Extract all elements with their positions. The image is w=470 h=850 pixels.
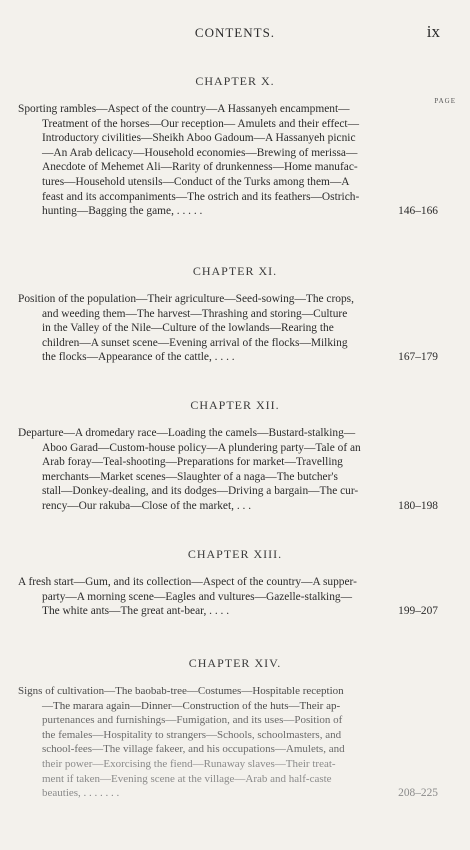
- summary-line-text: The white ants—The great ant-bear, . . . .: [42, 605, 230, 618]
- summary-line: Anecdote of Mehemet Ali—Rarity of drunkenness—Home manufac-: [42, 161, 358, 174]
- chapter-entry-xi: [0, 262, 470, 365]
- page-number: ix: [426, 22, 440, 41]
- chapter-heading: CHAPTER X.: [195, 74, 275, 88]
- summary-line-last: [0, 604, 470, 619]
- summary-line: purtenances and furnishings—Fumigation, and its uses—Position of: [42, 714, 343, 727]
- summary-line: party—A morning scene—Eagles and vultures—Gazelle-stalking—: [42, 590, 352, 603]
- summary-line: A fresh start—Gum, and its collection—Aspect of the country—A supper-: [18, 576, 357, 588]
- running-head: [0, 22, 470, 44]
- chapter-summary: [0, 575, 470, 619]
- summary-line: tures—Household utensils—Conduct of the Turks among them—A: [42, 175, 350, 188]
- page-range: 180–198: [398, 499, 438, 512]
- summary-line: Introductory civilities—Sheikh Aboo Gadoum—A Hassanyeh picnic: [42, 132, 356, 145]
- summary-line-text: the flocks—Appearance of the cattle, . . . .: [42, 351, 235, 364]
- summary-line: and weeding them—The harvest—Thrashing and storing—Culture: [42, 307, 348, 320]
- chapter-heading: CHAPTER XIV.: [188, 656, 282, 670]
- chapter-heading: CHAPTER XIII.: [187, 547, 283, 561]
- summary-line-text: beauties, . . . . . . .: [42, 787, 120, 800]
- page-range: 208–225: [398, 787, 438, 800]
- chapter-heading: CHAPTER XI.: [192, 264, 278, 278]
- summary-line: Aboo Garad—Custom-house policy—A plundering party—Tale of an: [42, 441, 361, 454]
- summary-line: feast and its accompaniments—The ostrich and its feathers—Ostrich-: [42, 190, 360, 203]
- summary-line-text: hunting—Bagging the game, . . . . .: [42, 205, 203, 218]
- chapter-entry-xiv: [0, 654, 470, 801]
- summary-line: —An Arab delicacy—Household economies—Brewing of merissa—: [42, 146, 358, 159]
- chapter-entry-x: [0, 72, 470, 219]
- summary-line: stall—Donkey-dealing, and its dodges—Driving a bargain—The cur-: [42, 485, 359, 498]
- chapter-summary: [0, 684, 470, 801]
- summary-line: Position of the population—Their agriculture—Seed-sowing—The crops,: [18, 293, 354, 305]
- summary-line-last: [0, 350, 470, 365]
- summary-line: —The marara again—Dinner—Construction of the huts—Their ap-: [42, 699, 341, 712]
- summary-line: school-fees—The village fakeer, and his occupations—Amulets, and: [42, 743, 345, 756]
- page-range: 146–166: [398, 205, 438, 218]
- summary-line-text: rency—Our rakuba—Close of the market, . . .: [42, 499, 252, 512]
- summary-line: merchants—Market scenes—Slaughter of a naga—The butcher's: [42, 470, 338, 483]
- summary-line: Departure—A dromedary race—Loading the camels—Bustard-stalking—: [18, 427, 356, 439]
- chapter-summary: [0, 426, 470, 514]
- summary-line: children—A sunset scene—Evening arrival of the flocks—Milking: [42, 336, 348, 349]
- summary-line: ment if taken—Evening scene at the village—Arab and half-caste: [42, 772, 332, 785]
- running-head-title: CONTENTS.: [194, 25, 276, 40]
- summary-line: Treatment of the horses—Our reception— Amulets and their effect—: [42, 117, 359, 130]
- summary-line-last: [0, 786, 470, 801]
- chapter-entry-xiii: [0, 545, 470, 619]
- summary-line: in the Valley of the Nile—Culture of the lowlands—Rearing the: [42, 322, 334, 335]
- summary-line-last: [0, 204, 470, 219]
- chapter-summary: [0, 292, 470, 365]
- summary-line: Signs of cultivation—The baobab-tree—Costumes—Hospitable reception: [18, 685, 344, 697]
- chapter-summary: [0, 102, 470, 219]
- summary-line: Arab foray—Teal-shooting—Preparations for market—Travelling: [42, 456, 343, 469]
- summary-line: the females—Hospitality to strangers—Schools, schoolmasters, and: [42, 728, 342, 741]
- page-column-label: PAGE: [434, 97, 456, 105]
- summary-line-last: [0, 499, 470, 514]
- chapter-heading: CHAPTER XII.: [190, 398, 280, 412]
- summary-line: Sporting rambles—Aspect of the country—A Hassanyeh encampment—: [18, 103, 350, 115]
- chapter-entry-xii: [0, 396, 470, 514]
- summary-line: their power—Exorcising the fiend—Runaway slaves—Their treat-: [42, 757, 336, 770]
- page-range: 199–207: [398, 605, 438, 618]
- page-range: 167–179: [398, 351, 438, 364]
